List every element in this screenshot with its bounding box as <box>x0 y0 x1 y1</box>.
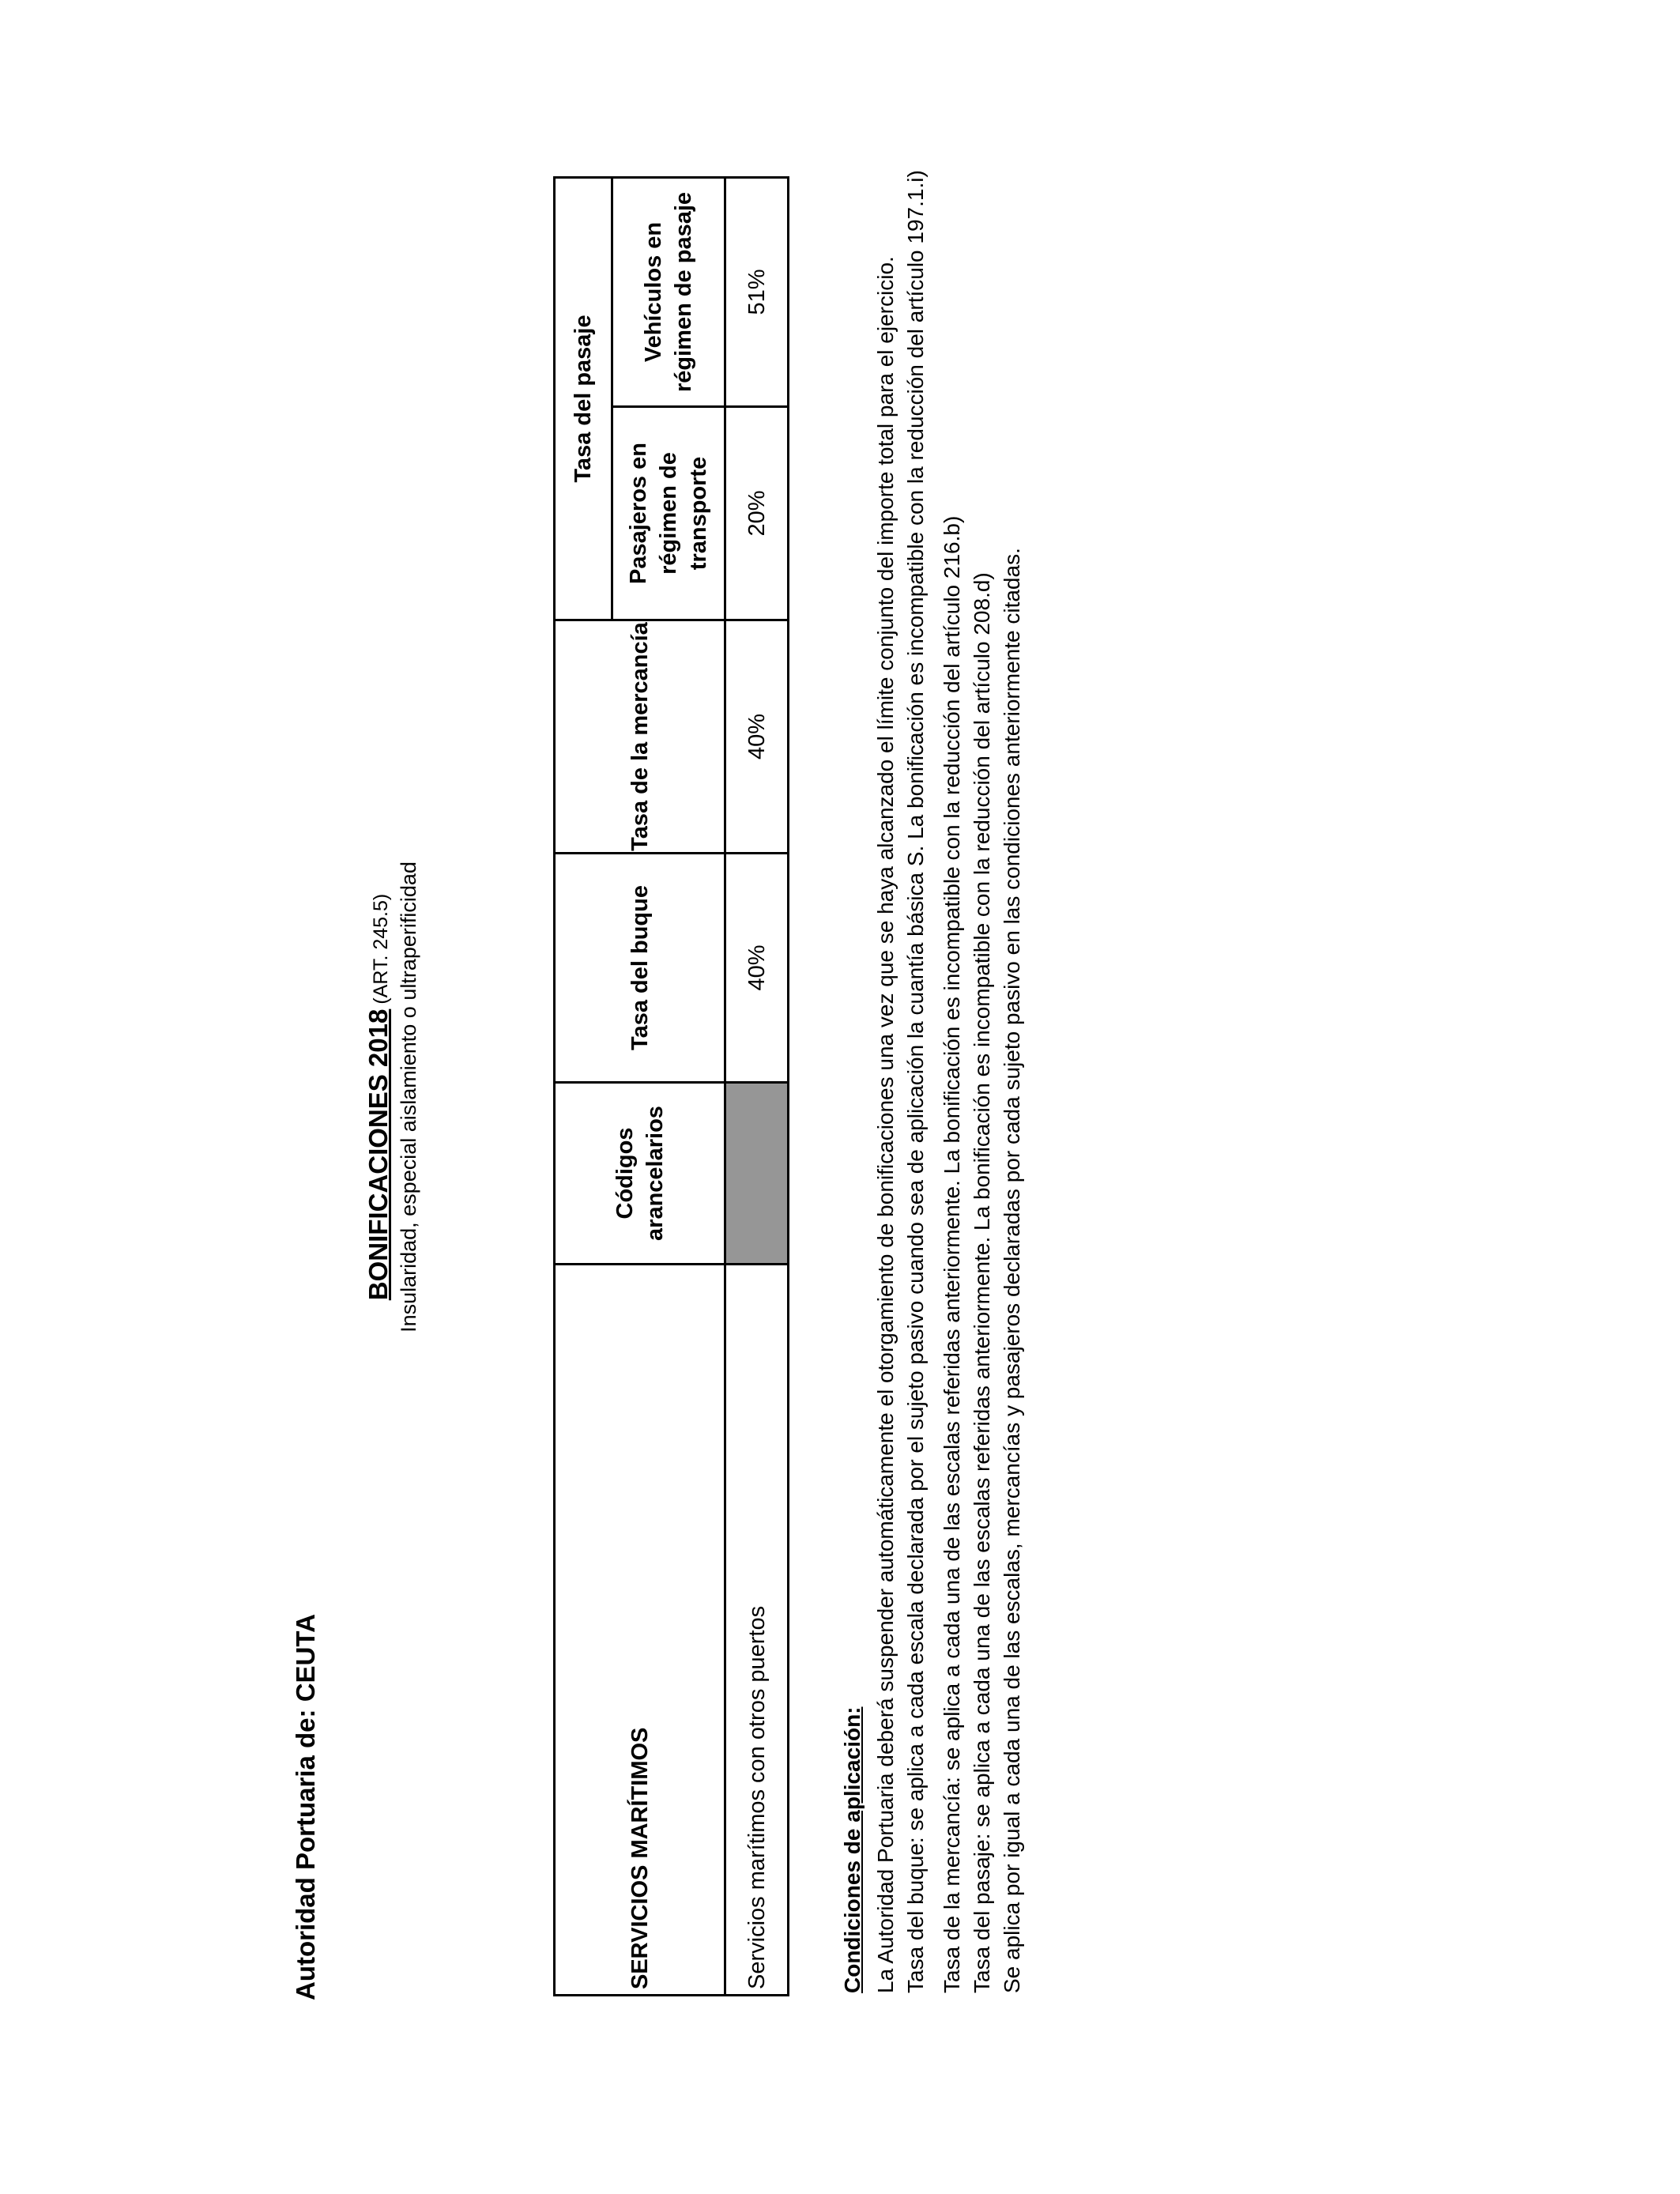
cell-servicio: Servicios marítimos con otros puertos <box>725 1265 789 1996</box>
authority-heading: Autoridad Portuaria de: CEUTA <box>291 1614 320 2000</box>
header-servicios: SERVICIOS MARÍTIMOS <box>555 1265 725 1996</box>
header-pasajeros: Pasajeros en régimen de transporte <box>612 407 725 620</box>
condition-line: Tasa de la mercancía: se aplica a cada una de las escalas referidas anteriormente. La bonificación es incompatible con la reducción del artículo 216.b) <box>940 515 964 1993</box>
page-title: BONIFICACIONES 2018 <box>363 1008 393 1301</box>
header-vehiculos: Vehículos en régimen de pasaje <box>612 178 725 407</box>
title-line <box>363 0 394 2194</box>
title-block <box>363 0 421 2194</box>
bonificaciones-table <box>553 176 789 1996</box>
header-tasa-mercancia: Tasa de la mercancía <box>555 620 725 854</box>
page-subtitle: Insularidad, especial aislamiento o ultraperificidad <box>397 861 420 1333</box>
cell-tasa-buque: 40% <box>725 854 789 1083</box>
conditions-section <box>838 136 1027 1993</box>
header-codigos: Códigos arancelarios <box>555 1083 725 1265</box>
condition-line: Tasa del buque: se aplica a cada escala declarada por el sujeto pasivo cuando sea de aplicación la cuantía básica S. La bonificación es incompatible con la reducción del artículo 197.1.i) <box>903 170 928 1993</box>
header-tasa-pasaje-group: Tasa del pasaje <box>555 178 612 620</box>
condition-line: La Autoridad Portuaria deberá suspender automáticamente el otorgamiento de bonificaciones una vez que se haya alcanzado el límite conjunto del importe total para el ejercicio. <box>873 256 898 1993</box>
cell-tasa-mercancia: 40% <box>725 620 789 854</box>
table-row <box>725 178 789 1996</box>
condition-line: Tasa del pasaje: se aplica a cada una de las escalas referidas anteriormente. La bonificación es incompatible con la reducción del artículo 208.d) <box>970 572 994 1993</box>
cell-codigos <box>725 1083 789 1265</box>
condition-line: Se aplica por igual a cada una de las escalas, mercancías y pasajeros declaradas por cada sujeto pasivo en las condiciones anteriormente citadas. <box>1000 548 1024 1993</box>
article-reference: (ART. 245.5) <box>370 893 392 1005</box>
cell-pasajeros: 20% <box>725 407 789 620</box>
header-tasa-buque: Tasa del buque <box>555 854 725 1083</box>
conditions-title: Condiciones de aplicación: <box>840 1706 864 1993</box>
cell-vehiculos: 51% <box>725 178 789 407</box>
